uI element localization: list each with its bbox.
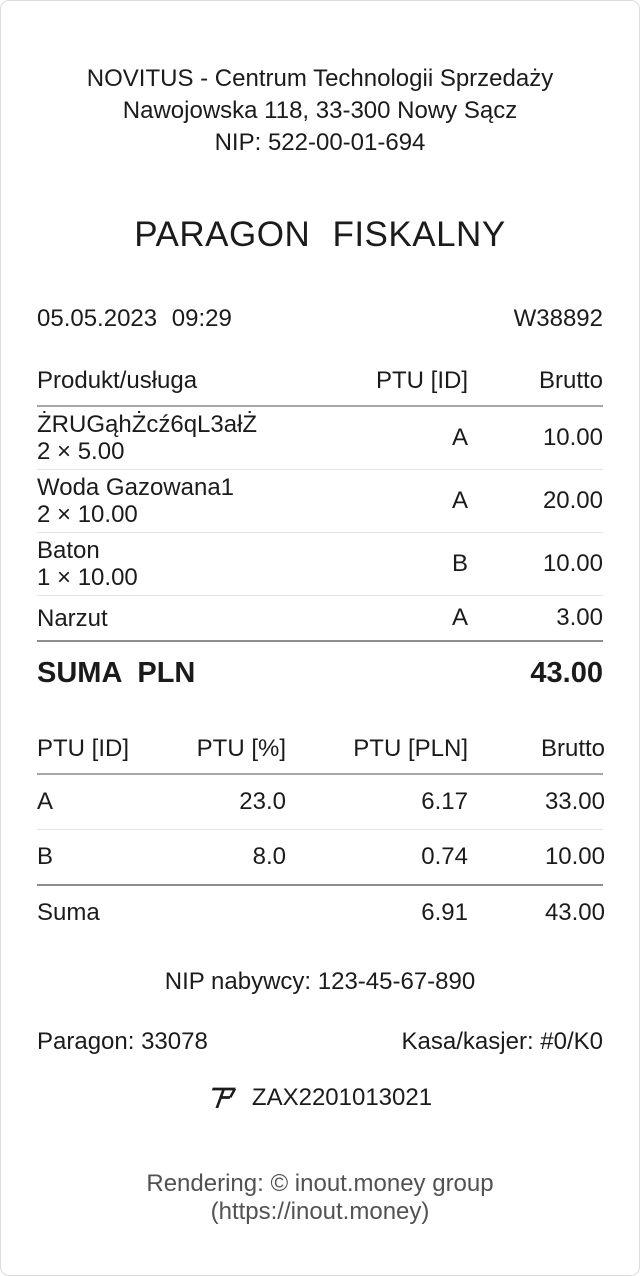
tax-row-id: B: [37, 843, 54, 870]
merchant-address: Nawojowska 118, 33-300 Nowy Sącz: [122, 97, 518, 124]
item-name: Narzut: [37, 604, 108, 632]
items-table-header: [37, 367, 603, 395]
merchant-name: NOVITUS - Centrum Technologii Sprzedaży: [86, 65, 554, 92]
tax-header-gross: Brutto: [540, 735, 605, 762]
receipt-title: PARAGON FISKALNY: [134, 215, 506, 254]
buyer-nip: NIP nabywcy: 123-45-67-890: [164, 968, 476, 995]
item-qty: 1 × 10.00: [37, 564, 138, 591]
item-gross: 10.00: [542, 424, 603, 451]
item-gross: 10.00: [542, 550, 603, 577]
item-name: ŻRUGąhŻcź6qL3ałŻ: [37, 411, 258, 438]
items-header-ptu: PTU [ID]: [375, 367, 468, 394]
tax-row-id: A: [37, 788, 54, 815]
item-qty: 2 × 10.00: [37, 501, 138, 528]
receipt-number: W38892: [513, 305, 603, 332]
tax-header-id: PTU [ID]: [37, 735, 130, 762]
pl-fiscal-logo-icon: [208, 1086, 240, 1110]
item-name: Woda Gazowana1: [37, 474, 235, 501]
item-gross: 3.00: [556, 604, 603, 631]
item-row: [37, 596, 603, 640]
tax-header-tax: PTU [PLN]: [353, 735, 468, 762]
item-row: [37, 470, 603, 533]
total-label: SUMA PLN: [37, 657, 196, 689]
item-qty: 2 × 5.00: [37, 438, 125, 465]
tax-row-rate: 8.0: [252, 843, 286, 870]
item-gross: 20.00: [542, 487, 603, 514]
tax-row: [37, 775, 603, 830]
tax-row-gross: 10.00: [544, 843, 605, 870]
total-row: [37, 642, 603, 707]
items-header-product: Produkt/usługa: [37, 367, 198, 394]
item-ptu: B: [451, 550, 468, 577]
tax-row-gross: 33.00: [544, 788, 605, 815]
item-name: Baton: [37, 537, 100, 564]
receipt-meta-row: [37, 305, 603, 333]
tax-summary-gross: 43.00: [544, 899, 605, 926]
tax-row: [37, 830, 603, 886]
register-cashier: Kasa/kasjer: #0/K0: [401, 1028, 603, 1055]
tax-summary-row: [37, 886, 603, 940]
item-ptu: A: [451, 424, 468, 451]
receipt-sequence-number: Paragon: 33078: [37, 1028, 208, 1055]
bottom-meta-row: [37, 1028, 603, 1056]
receipt-datetime: 05.05.2023 09:29: [37, 305, 232, 332]
rendering-note: Rendering: © inout.money group (https://inout.money): [146, 1170, 494, 1225]
item-row: [37, 407, 603, 470]
fiscal-memory-id: ZAX2201013021: [251, 1084, 433, 1111]
tax-summary-label: Suma: [37, 899, 100, 926]
tax-table-header: [37, 735, 603, 775]
tax-row-rate: 23.0: [239, 788, 286, 815]
item-row: [37, 533, 603, 596]
tax-table: [37, 735, 603, 940]
tax-summary-tax: 6.91: [421, 899, 468, 926]
items-header-gross: Brutto: [538, 367, 603, 394]
item-ptu: A: [451, 487, 468, 514]
tax-header-rate: PTU [%]: [196, 735, 286, 762]
fiscal-line: [37, 1084, 603, 1112]
tax-row-tax: 0.74: [421, 843, 468, 870]
total-value: 43.00: [530, 657, 603, 689]
merchant-header: [37, 63, 603, 159]
tax-row-tax: 6.17: [421, 788, 468, 815]
merchant-nip: NIP: 522-00-01-694: [214, 129, 426, 156]
item-ptu: A: [451, 604, 468, 631]
